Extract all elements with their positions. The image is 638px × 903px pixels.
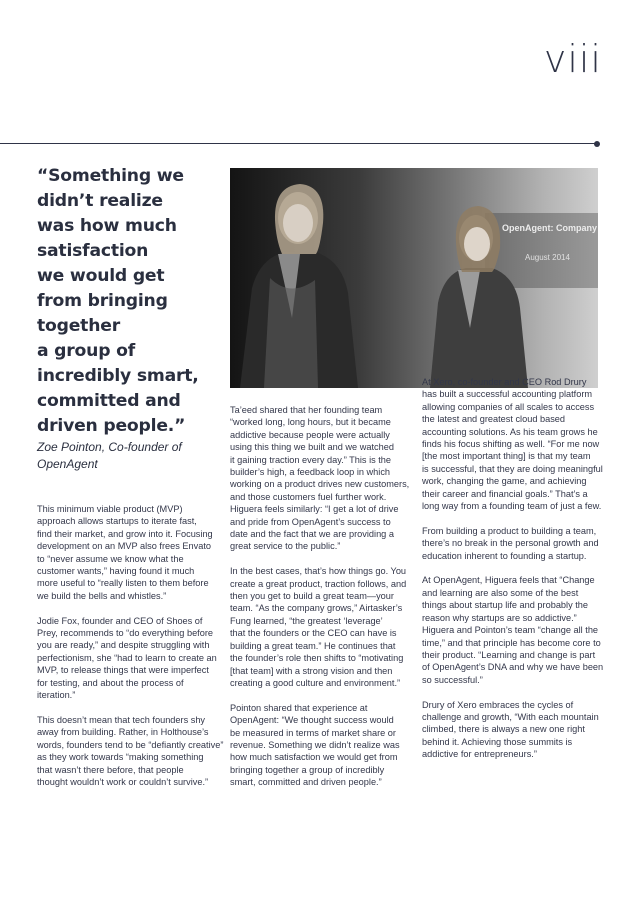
body-line: it gaining traction every day.” This is the <box>230 454 392 465</box>
body-paragraph <box>37 503 222 602</box>
pull-quote-line: committed and <box>37 391 181 411</box>
body-line: In the best cases, that’s how things go. You <box>230 566 407 577</box>
body-paragraph <box>422 699 600 761</box>
body-line: challenge and growth, “With each mountain <box>422 711 599 722</box>
body-line: education inherent to founding a startup. <box>422 550 587 561</box>
photo-screen-date: August 2014 <box>525 253 570 262</box>
body-line: Fung learned, “the greatest ‘leverage’ <box>230 615 383 626</box>
body-line: “worked long, long hours, but it became <box>230 417 391 428</box>
pull-quote-line: didn’t realize <box>37 191 163 211</box>
body-line: development on an MVP also frees Envato <box>37 541 211 552</box>
body-line: great service to the public.” <box>230 541 341 552</box>
body-line: accounting solutions. As his team grows he <box>422 426 598 437</box>
pull-quote-line: driven people.” <box>37 416 186 436</box>
body-line: is successful, that they are doing meaningful <box>422 463 603 474</box>
body-line: things about startup life and probably the <box>422 600 588 611</box>
body-line: creating a good culture and environment.” <box>230 677 401 688</box>
body-line: approach allows startups to iterate fast, <box>37 516 197 527</box>
page-number: viii <box>543 37 602 81</box>
body-paragraph <box>230 565 408 689</box>
body-line: OpenAgent: “We thought success would <box>230 715 394 726</box>
body-line: customer wants,” having found it much <box>37 566 195 577</box>
pull-quote-line: incredibly smart, <box>37 366 199 386</box>
body-line: using this thing we built and we watched <box>230 442 394 453</box>
body-line: as they work towards “making something <box>37 752 204 763</box>
body-line: be measured in terms of market share or <box>230 727 396 738</box>
body-paragraph <box>422 525 600 562</box>
body-line: Ta’eed shared that her founding team <box>230 405 383 415</box>
body-line: This doesn’t mean that tech founders shy <box>37 714 206 725</box>
body-line: and pride from OpenAgent’s success to <box>230 516 391 527</box>
pull-quote-line: we would get <box>37 266 165 286</box>
body-line: away from building. Rather, in Holthouse’s <box>37 727 209 738</box>
body-line: that wasn’t there before, that people <box>37 764 184 775</box>
column-right <box>422 376 604 773</box>
pull-quote-line: together <box>37 316 120 336</box>
body-line: This minimum viable product (MVP) <box>37 504 183 514</box>
body-line: At OpenAgent, Higuera feels that “Change <box>422 575 595 586</box>
body-line: bringing together a group of incredibly <box>230 764 385 775</box>
body-line: perfectionism, she “had to learn to create an <box>37 652 217 663</box>
body-line: and those customers fuel further work. <box>230 491 387 502</box>
body-line: addictive because people were actually <box>230 429 390 440</box>
body-line: that the founders or the CEO can have is <box>230 628 397 639</box>
body-paragraph <box>37 615 222 702</box>
pull-quote-attribution <box>37 439 217 473</box>
body-line: long way from a founding team of just a few. <box>422 501 602 512</box>
body-line: revenue. Something we didn’t realize was <box>230 739 400 750</box>
photo-two-women-presenting <box>230 168 598 388</box>
column-left <box>37 503 222 801</box>
body-line: to “never assume we know what the <box>37 553 184 564</box>
body-line: then you get to build a great team—your <box>230 591 394 602</box>
body-line: of OpenAgent’s DNA and why we have been <box>422 662 604 673</box>
body-paragraph <box>230 702 408 789</box>
body-line: Prey, recommends to “do everything before <box>37 628 214 639</box>
body-line: Jodie Fox, founder and CEO of Shoes of <box>37 615 203 626</box>
body-line: Higuera feels similarly: “I get a lot of drive <box>230 504 399 515</box>
body-line: date and the fact that we are providing a <box>230 529 394 540</box>
body-line: has built a successful accounting platform <box>422 389 593 400</box>
body-line: Higuera and Pointon’s team “change all the <box>422 625 599 636</box>
pull-quote-line: from bringing <box>37 291 168 311</box>
body-line: you are ready,” and despite struggling with <box>37 640 210 651</box>
body-line: we build the bells and whistles.” <box>37 590 167 601</box>
body-line: addictive for entrepreneurs.” <box>422 749 537 760</box>
body-line: climbed, there is always a new one right <box>422 724 585 735</box>
body-paragraph <box>422 376 603 512</box>
body-paragraph <box>422 574 604 686</box>
body-line: finds his focus shifting as well. “For me now <box>422 439 600 450</box>
pull-quote-line: satisfaction <box>37 241 149 261</box>
body-line: more useful to “really listen to them before <box>37 578 209 589</box>
attribution-line: OpenAgent <box>37 457 98 471</box>
body-line: smart, committed and driven people.” <box>230 777 382 788</box>
body-line: work, changing the game, and achieving <box>422 476 587 487</box>
header-rule-dot <box>594 141 600 147</box>
body-line: [that team] with a strong vision and then <box>230 665 393 676</box>
body-paragraph <box>37 714 222 788</box>
body-line: MVP, to release things that were imperfect <box>37 665 209 676</box>
photo-screen-title: OpenAgent: Company <box>502 223 598 233</box>
body-line: their product. “Learning and change is part <box>422 649 596 660</box>
body-line: time,” and that principle has become core to <box>422 637 601 648</box>
attribution-line: Zoe Pointon, Co-founder of <box>37 440 182 454</box>
body-line: how much satisfaction we would get from <box>230 752 398 763</box>
body-line: their career and financial goals.” That’s a <box>422 488 588 499</box>
body-line: thought wouldn’t work or couldn’t survive.” <box>37 776 209 787</box>
body-line: At Xero, co-founder and CEO Rod Drury <box>422 377 587 387</box>
body-line: iteration.” <box>37 690 76 701</box>
body-line: the founder’s role then shifts to “motivating <box>230 653 404 664</box>
body-line: Pointon shared that experience at <box>230 702 368 713</box>
body-line: find their market, and grow into it. Focusing <box>37 528 213 539</box>
pull-quote-line: was how much <box>37 216 177 236</box>
column-middle <box>230 404 408 801</box>
body-line: Drury of Xero embraces the cycles of <box>422 699 574 710</box>
header-rule <box>0 143 596 144</box>
body-line: words, founders tend to be “defiantly creative” <box>37 739 224 750</box>
body-line: builder’s high, a feedback loop in which <box>230 467 391 478</box>
body-line: create a great product, traction follows, and <box>230 578 407 589</box>
body-line: From building a product to building a team, <box>422 525 597 536</box>
body-line: allowing companies of all scales to access <box>422 401 595 412</box>
body-line: team. “As the company grows,” Airtasker’s <box>230 603 403 614</box>
body-line: building a great team.” He continues that <box>230 640 396 651</box>
body-line: working on a product drives new customers, <box>230 479 410 490</box>
body-line: and learning are also some of the best <box>422 587 579 598</box>
pull-quote-line: “Something we <box>37 166 184 186</box>
body-line: reason why startups are so addictive.” <box>422 612 577 623</box>
body-line: so successful.” <box>422 674 483 685</box>
body-line: for testing, and about the process of <box>37 677 184 688</box>
body-line: there’s no break in the personal growth and <box>422 538 599 549</box>
pull-quote <box>37 164 217 439</box>
body-line: the latest and greatest cloud based <box>422 414 566 425</box>
body-line: [the most important thing] is that my team <box>422 451 591 462</box>
body-paragraph <box>230 404 408 553</box>
body-line: behind it. Achieving those summits is <box>422 736 573 747</box>
pull-quote-line: a group of <box>37 341 135 361</box>
